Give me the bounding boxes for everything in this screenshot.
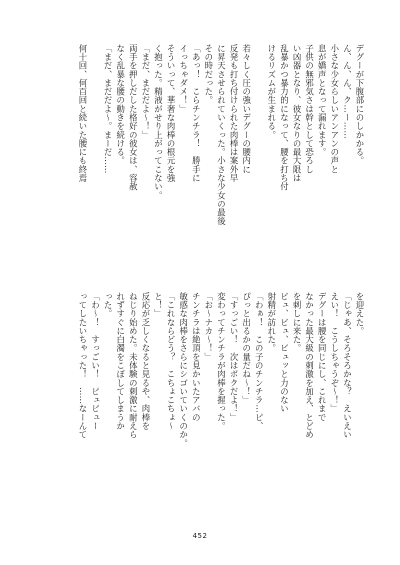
text-line: デグーは腰を同じにし、これまで <box>317 292 328 422</box>
text-line: 乱暴かつ暴力的になって、腰を打ち付 <box>279 44 290 191</box>
text-line: 「まだ、まだだよ～！」 <box>140 44 151 140</box>
text-line: なく乱暴な腰の動きを続ける。 <box>115 44 126 165</box>
text-line: 小さな少女らしいアンアンの声と <box>329 44 340 174</box>
text-line: ん、ん、ん、ク…ー…… <box>342 44 353 139</box>
text-line: えい！ こうしちゃうぞ～！」 <box>329 292 340 413</box>
text-line: を迎えた。 <box>355 292 365 336</box>
text-line: れずすぐに白濁をこぼしてしまうか <box>115 292 126 431</box>
text-line: ビュ、ビュ、ビュッと力のない <box>279 292 290 413</box>
text-line <box>89 44 102 262</box>
text-line: 「わ～！ すっごい！ ピュピュー <box>90 292 101 431</box>
text-line: と！」 <box>153 292 164 318</box>
text-line: そういって、華奢な肉棒の根元を強 <box>166 44 177 183</box>
text-line: ぴっと出るかの量だね～！」 <box>241 292 252 405</box>
text-line: 「じゃあ、そろそろかな？ えいえい <box>342 292 353 439</box>
text-line: 若々しく圧の強いデグーの腰内に <box>241 44 252 174</box>
text-line: 敏感な肉棒をさらにシゴいていくのか。 <box>178 292 189 448</box>
text-line: 何十回、何百回と続いた腰にも終焉 <box>77 44 88 183</box>
text-line: 射精が訪れた。 <box>266 292 277 353</box>
text-line: ねじり始めた。未体験の刺激に耐えら <box>128 292 139 439</box>
text-line: その時だった。 <box>203 44 214 105</box>
text-line: を刺しに来た。 <box>292 292 303 353</box>
text-line: 両手を押しだした格好の彼女は、容赦 <box>128 44 139 191</box>
upper-text-block <box>76 44 366 262</box>
text-line: 「すっごい！ 次はボクだよ！」 <box>229 292 240 422</box>
page-number: 452 <box>192 532 208 540</box>
text-line: 子供の無邪気さは幹として恐ろし <box>304 44 315 174</box>
text-line: 変わってチンチラが肉棒を握った。 <box>216 292 227 431</box>
text-line: 「まだ、まだだよ～。まーだ…… <box>103 44 114 174</box>
text-line: く抱った。精液がせり上がってこない。 <box>153 44 164 200</box>
text-line: けるリズムが生まれる。 <box>266 44 277 140</box>
text-line: 反発も打ち付けられた肉棒は案外早 <box>229 44 240 183</box>
text-line: 「これならどう？ こちょこちょ～ <box>166 292 177 431</box>
text-line: 「あっ！ こらチンチラ！ 勝手に <box>191 44 202 183</box>
text-line: チンチラは絶頂を見かいたアバの <box>191 292 202 422</box>
text-line <box>253 44 266 262</box>
text-line: に昇天させられていくった。小さな少女の最後 <box>216 44 227 226</box>
text-line: 「わぁ！ この子のチンチラ…ピ、 <box>254 292 265 431</box>
text-line: ってしたいちゃった！ ……なーんて <box>77 292 88 439</box>
text-line: 息が嬌声となって漏れます。 <box>317 44 328 157</box>
text-line: い凶器となり、彼女なりの最大限は <box>292 44 303 183</box>
text-line: った。 <box>103 292 114 318</box>
lower-text-block <box>76 292 366 516</box>
text-line: 「お～ナカ～！」 <box>203 292 214 362</box>
text-line: 反応が乏しくなると見るや、肉棒を <box>140 292 151 431</box>
text-line: イっちゃダメ！」 <box>178 44 189 114</box>
text-line: デグーが下腹部にのしかかる。 <box>355 44 365 165</box>
text-line: なかった最大級の刺激を加え、とどめ <box>304 292 315 439</box>
